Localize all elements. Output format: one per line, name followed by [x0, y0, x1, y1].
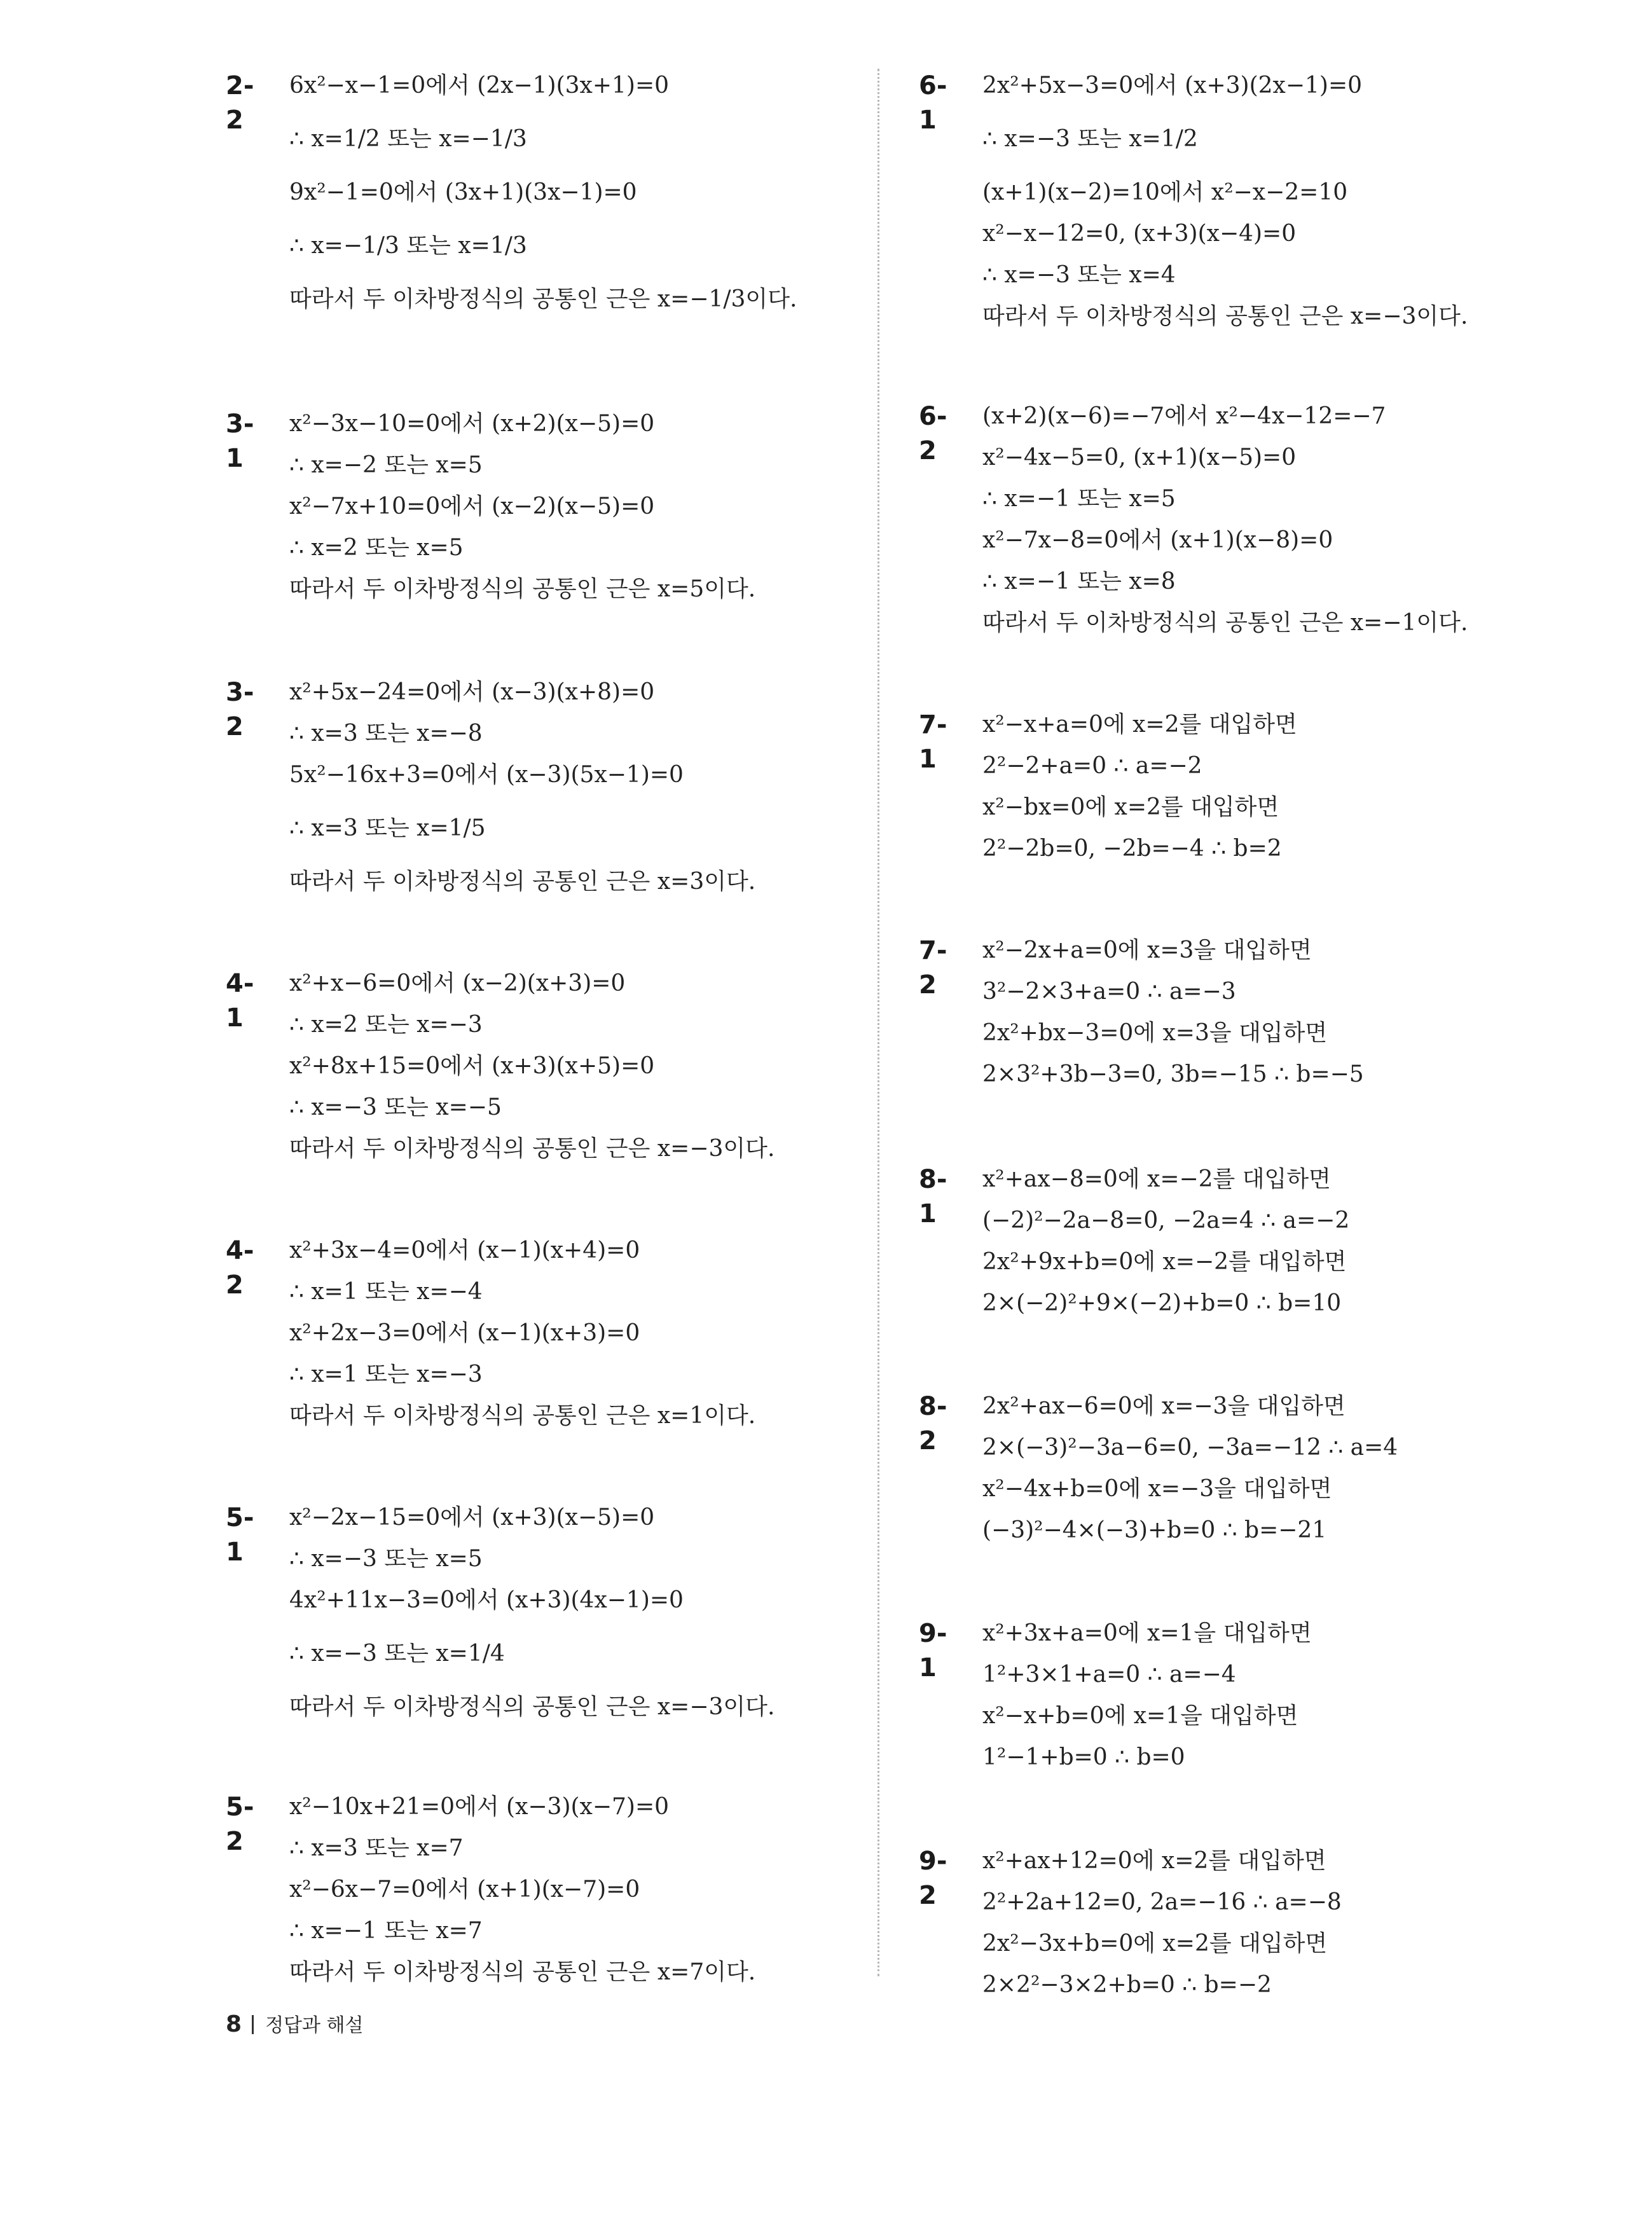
solution-line: ∴ x=2 또는 x=5 — [289, 535, 464, 561]
problem-number: 2-2 — [226, 71, 254, 135]
solution-line: 4x²+11x−3=0에서 (x+3)(4x−1)=0 — [289, 1587, 684, 1613]
problem-number: 4-1 — [226, 969, 254, 1033]
solution-line: (x+2)(x−6)=−7에서 x²−4x−12=−7 — [982, 403, 1386, 429]
problem-number: 9-2 — [919, 1847, 947, 1910]
solution-line: 따라서 두 이차방정식의 공통인 근은 x=5이다. — [289, 576, 756, 602]
solution-line: 2x²+9x+b=0에 x=−2를 대입하면 — [982, 1249, 1347, 1275]
solution-line: 3²−2×3+a=0 ∴ a=−3 — [982, 979, 1236, 1005]
problem-number: 9-1 — [919, 1619, 947, 1683]
solution-line: 따라서 두 이차방정식의 공통인 근은 x=7이다. — [289, 1959, 756, 1985]
solution-line: x²−bx=0에 x=2를 대입하면 — [982, 794, 1279, 820]
problem-number: 7-1 — [919, 710, 947, 774]
solution-line: ∴ x=3 또는 x=−8 — [289, 720, 483, 747]
solution-line: 1²−1+b=0 ∴ b=0 — [982, 1744, 1185, 1770]
solution-line: x²−7x+10=0에서 (x−2)(x−5)=0 — [289, 493, 655, 520]
solution-line: x²−x+a=0에 x=2를 대입하면 — [982, 712, 1297, 738]
solution-line: ∴ x=−3 또는 x=5 — [289, 1546, 483, 1572]
solution-line: 2×3²+3b−3=0, 3b=−15 ∴ b=−5 — [982, 1061, 1364, 1087]
solution-line: x²+3x+a=0에 x=1을 대입하면 — [982, 1620, 1312, 1646]
solution-line: 2x²+5x−3=0에서 (x+3)(2x−1)=0 — [982, 72, 1363, 99]
solution-line: 2x²−3x+b=0에 x=2를 대입하면 — [982, 1931, 1328, 1957]
problem-number: 3-2 — [226, 678, 254, 741]
solution-line: ∴ x=2 또는 x=−3 — [289, 1012, 483, 1038]
solution-line: x²−4x−5=0, (x+1)(x−5)=0 — [982, 444, 1297, 471]
solution-line: x²−6x−7=0에서 (x+1)(x−7)=0 — [289, 1876, 640, 1903]
problem-number: 5-2 — [226, 1793, 254, 1856]
problem-number: 6-2 — [919, 402, 947, 465]
solution-line: 2×2²−3×2+b=0 ∴ b=−2 — [982, 1972, 1272, 1998]
solution-line: 따라서 두 이차방정식의 공통인 근은 x=−1/3이다. — [289, 286, 797, 312]
solution-line: x²−2x−15=0에서 (x+3)(x−5)=0 — [289, 1504, 655, 1531]
solution-line: x²−2x+a=0에 x=3을 대입하면 — [982, 937, 1312, 963]
solution-line: x²−7x−8=0에서 (x+1)(x−8)=0 — [982, 527, 1333, 553]
solution-line: x²−10x+21=0에서 (x−3)(x−7)=0 — [289, 1794, 670, 1820]
solution-line: 따라서 두 이차방정식의 공통인 근은 x=−3이다. — [289, 1136, 775, 1162]
problem-number: 8-1 — [919, 1165, 947, 1229]
problem-number: 4-2 — [226, 1236, 254, 1300]
solution-line: x²+2x−3=0에서 (x−1)(x+3)=0 — [289, 1320, 640, 1346]
solution-line: (−3)²−4×(−3)+b=0 ∴ b=−21 — [982, 1517, 1327, 1543]
solution-line: x²+ax+12=0에 x=2를 대입하면 — [982, 1848, 1326, 1874]
solution-line: 따라서 두 이차방정식의 공통인 근은 x=−3이다. — [982, 303, 1468, 329]
problem-number: 5-1 — [226, 1503, 254, 1567]
solution-line: x²+x−6=0에서 (x−2)(x+3)=0 — [289, 970, 626, 996]
solution-line: (x+1)(x−2)=10에서 x²−x−2=10 — [982, 179, 1348, 205]
solution-line: x²+8x+15=0에서 (x+3)(x+5)=0 — [289, 1053, 655, 1079]
solution-line: ∴ x=−1 또는 x=8 — [982, 568, 1176, 595]
solution-line: 2x²+ax−6=0에 x=−3을 대입하면 — [982, 1393, 1346, 1419]
problem-number: 6-1 — [919, 71, 947, 135]
solution-line: ∴ x=−1 또는 x=5 — [982, 486, 1176, 512]
solution-line: ∴ x=−3 또는 x=−5 — [289, 1094, 502, 1120]
problem-number: 7-2 — [919, 936, 947, 1000]
solution-line: ∴ x=1 또는 x=−3 — [289, 1361, 483, 1387]
solution-line: ∴ x=3 또는 x=1/5 — [289, 815, 486, 841]
solution-line: 따라서 두 이차방정식의 공통인 근은 x=−3이다. — [289, 1694, 775, 1720]
section-title: 정답과 해설 — [265, 2014, 364, 2037]
solution-line: 2×(−2)²+9×(−2)+b=0 ∴ b=10 — [982, 1290, 1342, 1316]
solution-line: 2²−2+a=0 ∴ a=−2 — [982, 753, 1202, 779]
solution-line: 5x²−16x+3=0에서 (x−3)(5x−1)=0 — [289, 762, 684, 788]
solution-line: ∴ x=1 또는 x=−4 — [289, 1279, 483, 1305]
solution-line: 2×(−3)²−3a−6=0, −3a=−12 ∴ a=4 — [982, 1435, 1398, 1461]
solution-line: ∴ x=−3 또는 x=4 — [982, 262, 1176, 288]
solution-line: x²−x−12=0, (x+3)(x−4)=0 — [982, 221, 1297, 247]
solution-line: x²+3x−4=0에서 (x−1)(x+4)=0 — [289, 1237, 640, 1263]
problem-number: 3-1 — [226, 410, 254, 473]
solution-line: ∴ x=−1 또는 x=7 — [289, 1918, 483, 1944]
solution-line: 따라서 두 이차방정식의 공통인 근은 x=1이다. — [289, 1403, 756, 1429]
solution-line: (−2)²−2a−8=0, −2a=4 ∴ a=−2 — [982, 1208, 1350, 1234]
problem-number: 8-2 — [919, 1392, 947, 1456]
solution-line: 2²+2a+12=0, 2a=−16 ∴ a=−8 — [982, 1889, 1342, 1915]
solution-line: 따라서 두 이차방정식의 공통인 근은 x=3이다. — [289, 869, 756, 895]
solution-line: x²−x+b=0에 x=1을 대입하면 — [982, 1703, 1298, 1729]
solution-line: 2²−2b=0, −2b=−4 ∴ b=2 — [982, 836, 1282, 862]
solution-line: ∴ x=−3 또는 x=1/4 — [289, 1641, 505, 1667]
solution-line: x²+5x−24=0에서 (x−3)(x+8)=0 — [289, 679, 655, 705]
footer-separator — [252, 2015, 254, 2034]
solution-line: ∴ x=−3 또는 x=1/2 — [982, 126, 1198, 152]
solution-line: 따라서 두 이차방정식의 공통인 근은 x=−1이다. — [982, 610, 1468, 636]
solution-line: 2x²+bx−3=0에 x=3을 대입하면 — [982, 1020, 1328, 1046]
column-divider — [878, 69, 879, 1976]
solution-line: ∴ x=3 또는 x=7 — [289, 1835, 464, 1861]
page-number: 8 — [226, 2011, 242, 2037]
solution-line: x²−3x−10=0에서 (x+2)(x−5)=0 — [289, 411, 655, 437]
solution-line: ∴ x=−1/3 또는 x=1/3 — [289, 233, 527, 259]
solution-line: 1²+3×1+a=0 ∴ a=−4 — [982, 1662, 1236, 1688]
solution-line: ∴ x=1/2 또는 x=−1/3 — [289, 126, 527, 152]
solution-line: ∴ x=−2 또는 x=5 — [289, 452, 483, 478]
solution-line: x²−4x+b=0에 x=−3을 대입하면 — [982, 1476, 1332, 1502]
solution-line: 6x²−x−1=0에서 (2x−1)(3x+1)=0 — [289, 72, 670, 99]
solution-line: 9x²−1=0에서 (3x+1)(3x−1)=0 — [289, 179, 637, 205]
solution-line: x²+ax−8=0에 x=−2를 대입하면 — [982, 1166, 1331, 1192]
page-footer — [226, 2009, 364, 2037]
